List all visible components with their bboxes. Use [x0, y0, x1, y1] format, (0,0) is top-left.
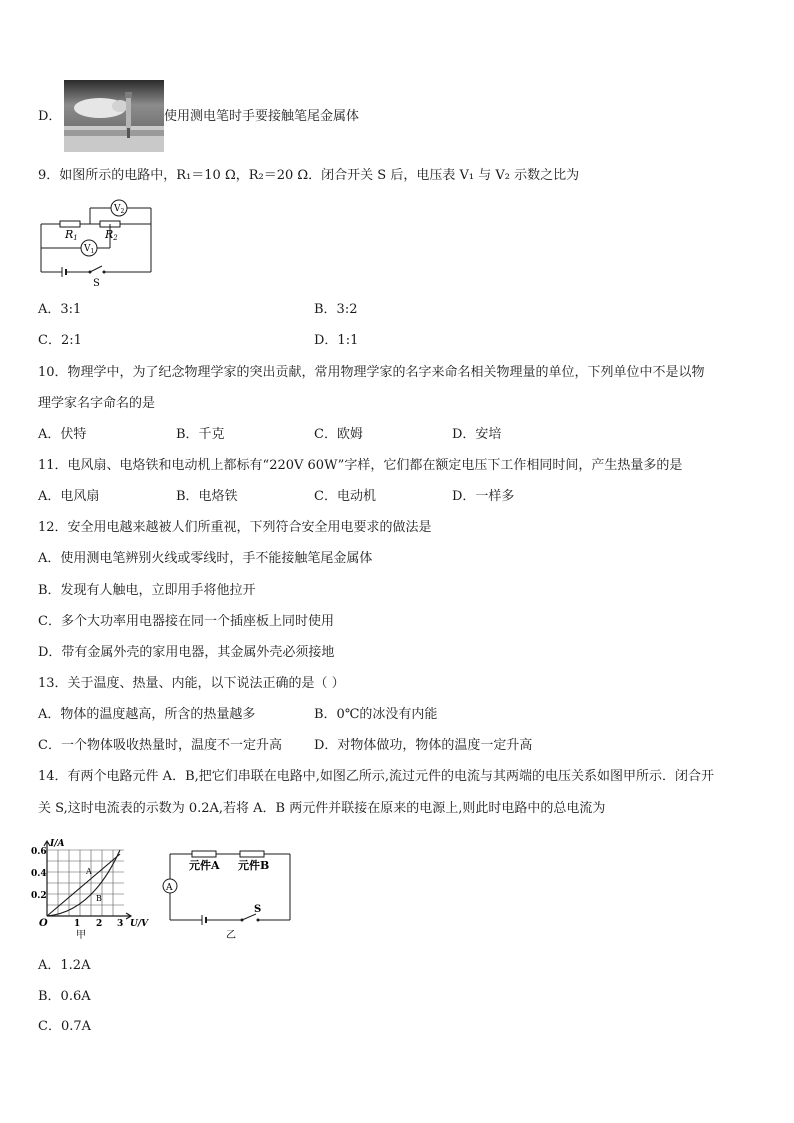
q10-option-a: A．伏特	[38, 427, 87, 442]
q13-option-d: D．对物体做功，物体的温度一定升高	[314, 738, 533, 753]
circuit-switch-label: S	[254, 904, 262, 915]
q14-series-circuit	[160, 842, 300, 946]
q12-option-a: A．使用测电笔辨别火线或零线时，手不能接触笔尾金属体	[38, 551, 373, 566]
ytick-0-2: 0.2	[31, 891, 47, 901]
r2-label: R2	[105, 228, 118, 242]
q9-circuit-diagram	[38, 196, 158, 292]
q14-option-b: B．0.6A	[38, 989, 91, 1004]
q10-option-d: D．安培	[452, 427, 502, 442]
q9-option-b: B．3:2	[314, 302, 358, 317]
q13-stem: 13．关于温度、热量、内能，以下说法正确的是（ ）	[38, 676, 345, 691]
element-a-box	[192, 851, 216, 857]
q14-iu-graph	[31, 838, 154, 946]
graph-xlabel: U/V	[130, 919, 149, 929]
ytick-0-6: 0.6	[31, 847, 47, 857]
q14-option-c: C．0.7A	[38, 1019, 92, 1034]
xtick-2: 2	[96, 919, 103, 929]
q11-option-b: B．电烙铁	[176, 489, 238, 504]
q12-option-d: D．带有金属外壳的家用电器，其金属外壳必须接地	[38, 645, 335, 660]
q11-stem: 11．电风扇、电烙铁和电动机上都标有“220V 60W”字样，它们都在额定电压下工作相同时间，产生热量多的是	[38, 458, 683, 473]
graph-origin: O	[39, 918, 48, 929]
q8-option-d-letter: D．	[38, 109, 62, 124]
test-pen-photo	[64, 80, 164, 152]
q10-stem-line2: 理学家名字命名的是	[38, 396, 156, 411]
graph-ylabel: I/A	[50, 839, 65, 849]
q13-option-a: A．物体的温度越高，所含的热量越多	[38, 707, 256, 722]
q10-option-b: B．千克	[176, 427, 225, 442]
q11-option-d: D．一样多	[452, 489, 515, 504]
curve-a-label: A	[86, 867, 92, 876]
ytick-0-4: 0.4	[31, 869, 47, 879]
circuit-caption: 乙	[226, 930, 236, 941]
r1-resistor	[60, 221, 80, 227]
switch-label: S	[93, 278, 100, 289]
ammeter-label: A	[166, 883, 173, 893]
q13-option-b: B．0℃的冰没有内能	[314, 707, 438, 722]
q12-stem: 12．安全用电越来越被人们所重视，下列符合安全用电要求的做法是	[38, 520, 432, 535]
graph-caption: 甲	[76, 930, 86, 941]
q13-option-c: C．一个物体吸收热量时，温度不一定升高	[38, 738, 282, 753]
q9-stem: 9．如图所示的电路中，R₁＝10 Ω，R₂＝20 Ω．闭合开关 S 后，电压表 V₁ 与 V₂ 示数之比为	[38, 168, 580, 183]
q12-option-b: B．发现有人触电，立即用手将他拉开	[38, 583, 256, 598]
curve-b-label: B	[96, 894, 102, 903]
r1-label: R1	[65, 228, 78, 242]
q12-option-c: C．多个大功率用电器接在同一个插座板上同时使用	[38, 614, 334, 629]
q9-option-a: A．3:1	[38, 302, 82, 317]
q11-option-c: C．电动机	[314, 489, 376, 504]
q8-option-d-text: 使用测电笔时手要接触笔尾金属体	[164, 109, 360, 124]
xtick-1: 1	[74, 919, 81, 929]
element-b-box	[240, 851, 264, 857]
q10-option-c: C．欧姆	[314, 427, 363, 442]
xtick-3: 3	[117, 919, 124, 929]
element-b-label: 元件B	[238, 859, 270, 872]
q9-option-d: D．1:1	[314, 333, 359, 348]
q11-option-a: A．电风扇	[38, 489, 100, 504]
q14-option-a: A．1.2A	[38, 958, 91, 973]
q10-stem-line1: 10．物理学中，为了纪念物理学家的突出贡献，常用物理学家的名字来命名相关物理量的单位，下列单位中不是以物	[38, 365, 705, 380]
q14-stem-line2: 关 S,这时电流表的示数为 0.2A,若将 A．B 两元件并联接在原来的电源上,则此时电路中的总电流为	[38, 801, 606, 816]
q14-stem-line1: 14．有两个电路元件 A．B,把它们串联在电路中,如图乙所示,流过元件的电流与其两端的电压关系如图甲所示．闭合开	[38, 769, 715, 784]
element-a-label: 元件A	[189, 859, 220, 872]
q9-option-c: C．2:1	[38, 333, 82, 348]
v2-label: $V_2$	[114, 204, 125, 215]
v1-label: $V_1$	[84, 244, 95, 255]
